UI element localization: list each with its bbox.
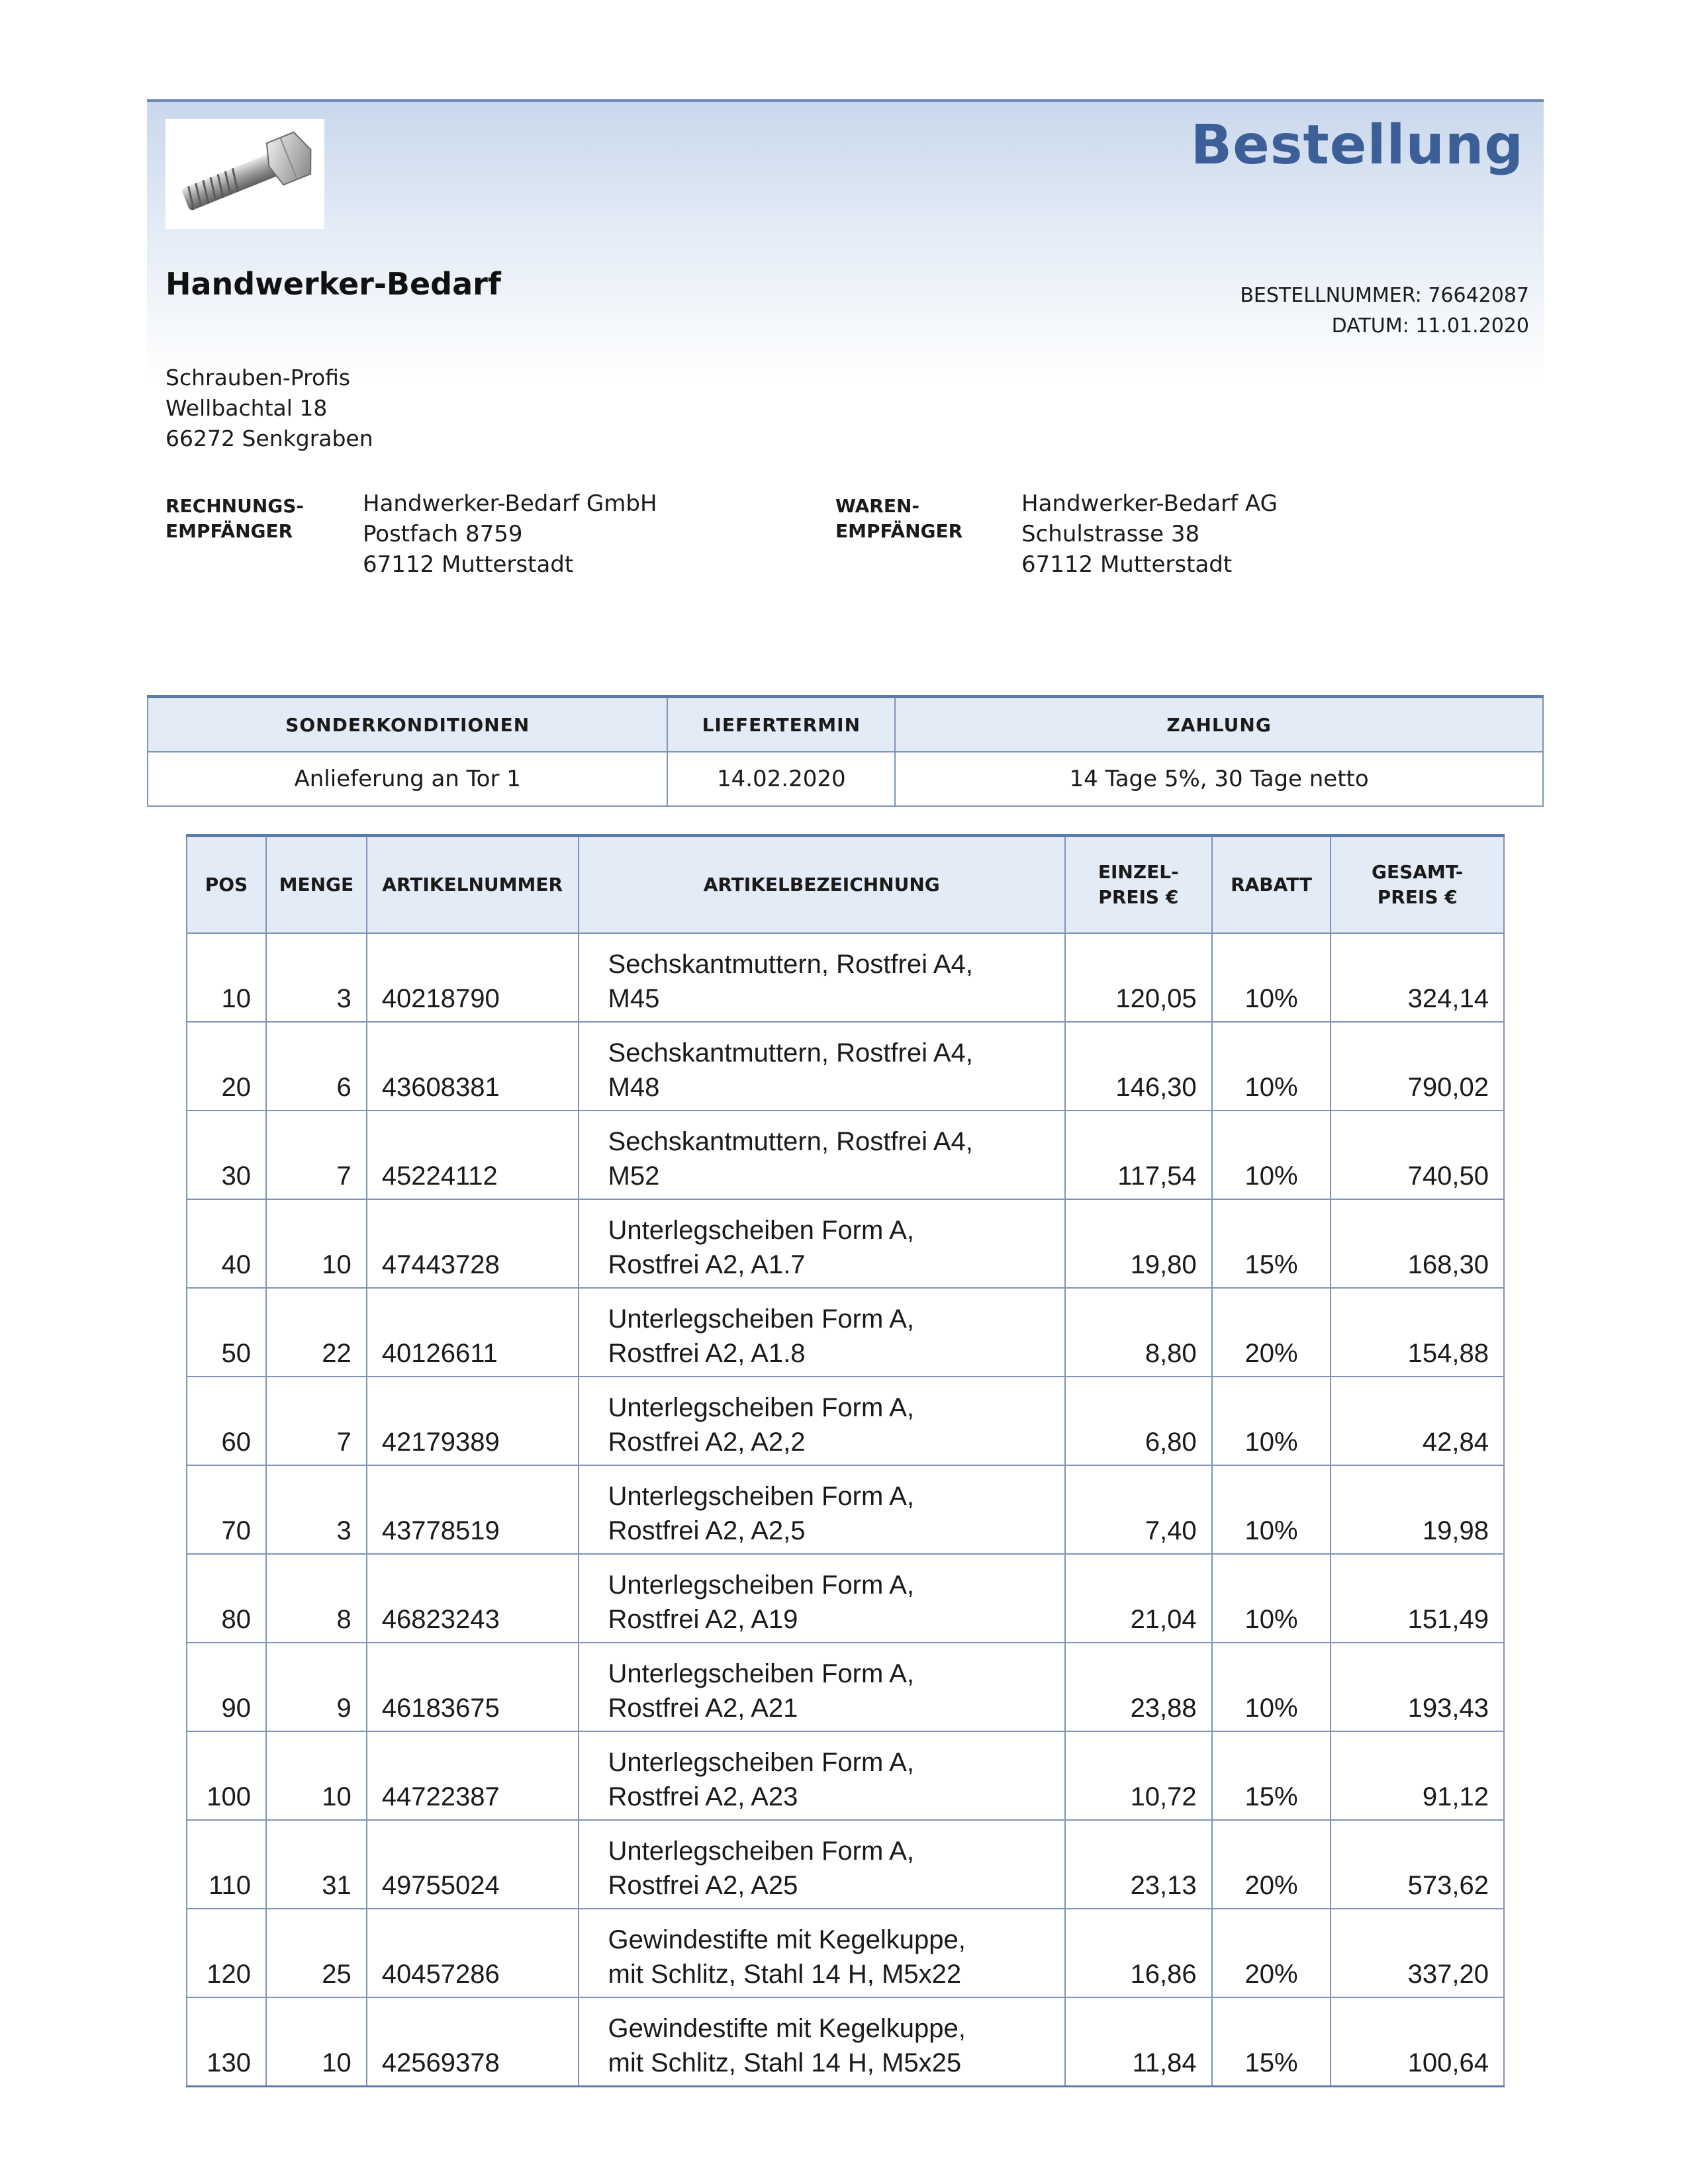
cell-pos: 100 (187, 1731, 266, 1820)
conditions-header: ZAHLUNG (895, 697, 1543, 752)
cell-artikelbezeichnung (579, 1643, 1065, 1731)
cell-pos: 80 (187, 1554, 266, 1643)
table-row (187, 1909, 1504, 1997)
description-line: Gewindestifte mit Kegelkuppe, (608, 1925, 966, 1954)
sender-line: Schrauben-Profis (165, 365, 351, 390)
billing-label-line: RECHNUNGS- (165, 495, 305, 517)
description-line: Rostfrei A2, A2,2 (608, 1428, 806, 1457)
description-line: Rostfrei A2, A1.8 (608, 1339, 806, 1368)
bolt-icon (165, 119, 324, 229)
description-line: Unterlegscheiben Form A, (608, 1482, 914, 1511)
cell-einzelpreis: 10,72 (1065, 1731, 1212, 1820)
description-line: mit Schlitz, Stahl 14 H, M5x25 (608, 2048, 962, 2077)
cell-menge: 10 (266, 1199, 367, 1288)
cell-gesamtpreis: 168,30 (1331, 1199, 1504, 1288)
cell-gesamtpreis: 740,50 (1331, 1111, 1504, 1199)
description-line: Sechskantmuttern, Rostfrei A4, (608, 1127, 973, 1156)
sender-line: 66272 Senkgraben (165, 426, 373, 451)
billing-label-line: EMPFÄNGER (165, 520, 293, 542)
cell-artikelbezeichnung (579, 1997, 1065, 2087)
description-line: Unterlegscheiben Form A, (608, 1748, 914, 1777)
description-line: Unterlegscheiben Form A, (608, 1570, 914, 1600)
document-title: Bestellung (1190, 114, 1524, 177)
table-row (187, 1554, 1504, 1643)
shipping-line: Schulstrasse 38 (1021, 521, 1200, 547)
cell-gesamtpreis: 790,02 (1331, 1022, 1504, 1111)
description-line: Gewindestifte mit Kegelkuppe, (608, 2014, 966, 2043)
table-row (187, 1820, 1504, 1909)
cell-einzelpreis: 6,80 (1065, 1377, 1212, 1465)
description-line: M48 (608, 1073, 660, 1102)
company-name: Handwerker-Bedarf (165, 266, 501, 302)
cell-artikelbezeichnung (579, 1111, 1065, 1199)
cell-menge: 10 (266, 1731, 367, 1820)
cell-menge: 9 (266, 1643, 367, 1731)
cell-rabatt: 10% (1212, 1643, 1331, 1731)
conditions-header-row (148, 697, 1543, 752)
cell-artikelbezeichnung (579, 1820, 1065, 1909)
cell-artikelnummer: 42179389 (367, 1377, 579, 1465)
cell-rabatt: 20% (1212, 1909, 1331, 1997)
cell-gesamtpreis: 19,98 (1331, 1465, 1504, 1554)
description-line: Unterlegscheiben Form A, (608, 1216, 914, 1245)
shipping-line: 67112 Mutterstadt (1021, 551, 1233, 578)
items-header-row (187, 836, 1504, 934)
cell-rabatt: 15% (1212, 1731, 1331, 1820)
cell-pos: 110 (187, 1820, 266, 1909)
shipping-address (1021, 488, 1278, 580)
header-artikelnummer: ARTIKELNUMMER (367, 836, 579, 934)
cell-einzelpreis: 21,04 (1065, 1554, 1212, 1643)
description-line: Rostfrei A2, A2,5 (608, 1516, 806, 1545)
cell-artikelnummer: 40126611 (367, 1288, 579, 1377)
cell-menge: 25 (266, 1909, 367, 1997)
header-pos: POS (187, 836, 266, 934)
cell-artikelnummer: 44722387 (367, 1731, 579, 1820)
cell-pos: 30 (187, 1111, 266, 1199)
cell-gesamtpreis: 42,84 (1331, 1377, 1504, 1465)
billing-line: Handwerker-Bedarf GmbH (363, 490, 657, 517)
cell-artikelnummer: 47443728 (367, 1199, 579, 1288)
cell-artikelnummer: 40218790 (367, 933, 579, 1022)
conditions-header: LIEFERTERMIN (667, 697, 895, 752)
cell-rabatt: 15% (1212, 1199, 1331, 1288)
cell-einzelpreis: 7,40 (1065, 1465, 1212, 1554)
cell-pos: 50 (187, 1288, 266, 1377)
shipping-line: Handwerker-Bedarf AG (1021, 490, 1278, 517)
items-body (187, 933, 1504, 2087)
cell-artikelbezeichnung (579, 1465, 1065, 1554)
header-line: GESAMT- (1371, 861, 1464, 883)
cell-rabatt: 20% (1212, 1820, 1331, 1909)
order-meta (1240, 281, 1529, 341)
cell-rabatt: 20% (1212, 1288, 1331, 1377)
cell-menge: 7 (266, 1377, 367, 1465)
cell-einzelpreis: 8,80 (1065, 1288, 1212, 1377)
cell-einzelpreis: 120,05 (1065, 933, 1212, 1022)
cell-rabatt: 10% (1212, 1377, 1331, 1465)
cell-menge: 8 (266, 1554, 367, 1643)
billing-line: Postfach 8759 (363, 521, 523, 547)
cell-einzelpreis: 23,88 (1065, 1643, 1212, 1731)
description-line: Rostfrei A2, A21 (608, 1694, 798, 1723)
conditions-value: Anlieferung an Tor 1 (148, 752, 667, 806)
cell-rabatt: 10% (1212, 1554, 1331, 1643)
cell-rabatt: 10% (1212, 1111, 1331, 1199)
cell-rabatt: 10% (1212, 1022, 1331, 1111)
table-row (187, 1199, 1504, 1288)
cell-artikelnummer: 43778519 (367, 1465, 579, 1554)
table-row (187, 1288, 1504, 1377)
cell-einzelpreis: 146,30 (1065, 1022, 1212, 1111)
description-line: mit Schlitz, Stahl 14 H, M5x22 (608, 1960, 962, 1989)
cell-artikelbezeichnung (579, 1554, 1065, 1643)
items-table (186, 834, 1505, 2087)
cell-pos: 120 (187, 1909, 266, 1997)
description-line: Sechskantmuttern, Rostfrei A4, (608, 950, 973, 979)
shipping-label-line: EMPFÄNGER (835, 520, 963, 542)
description-line: Rostfrei A2, A1.7 (608, 1250, 806, 1279)
cell-artikelnummer: 46183675 (367, 1643, 579, 1731)
description-line: Rostfrei A2, A19 (608, 1605, 798, 1634)
cell-einzelpreis: 11,84 (1065, 1997, 1212, 2087)
cell-einzelpreis: 117,54 (1065, 1111, 1212, 1199)
table-row (187, 1022, 1504, 1111)
cell-artikelbezeichnung (579, 1377, 1065, 1465)
cell-menge: 3 (266, 933, 367, 1022)
cell-gesamtpreis: 100,64 (1331, 1997, 1504, 2087)
cell-einzelpreis: 16,86 (1065, 1909, 1212, 1997)
order-date: DATUM: 11.01.2020 (1331, 314, 1529, 338)
cell-artikelbezeichnung (579, 1022, 1065, 1111)
description-line: Rostfrei A2, A23 (608, 1782, 798, 1811)
cell-gesamtpreis: 324,14 (1331, 933, 1504, 1022)
cell-menge: 10 (266, 1997, 367, 2087)
cell-gesamtpreis: 573,62 (1331, 1820, 1504, 1909)
header-rabatt: RABATT (1212, 836, 1331, 934)
cell-pos: 60 (187, 1377, 266, 1465)
table-row (187, 1111, 1504, 1199)
cell-pos: 20 (187, 1022, 266, 1111)
conditions-header: SONDERKONDITIONEN (148, 697, 667, 752)
cell-rabatt: 10% (1212, 933, 1331, 1022)
header-einzelpreis (1065, 836, 1212, 934)
table-row (187, 1731, 1504, 1820)
cell-pos: 10 (187, 933, 266, 1022)
description-line: Sechskantmuttern, Rostfrei A4, (608, 1038, 973, 1068)
cell-pos: 70 (187, 1465, 266, 1554)
cell-artikelnummer: 40457286 (367, 1909, 579, 1997)
cell-pos: 40 (187, 1199, 266, 1288)
cell-gesamtpreis: 193,43 (1331, 1643, 1504, 1731)
header-line: PREIS € (1377, 886, 1458, 908)
sender-address (165, 363, 373, 454)
cell-menge: 7 (266, 1111, 367, 1199)
cell-gesamtpreis: 151,49 (1331, 1554, 1504, 1643)
header-menge: MENGE (266, 836, 367, 934)
description-line: M52 (608, 1161, 660, 1191)
cell-gesamtpreis: 154,88 (1331, 1288, 1504, 1377)
description-line: Unterlegscheiben Form A, (608, 1393, 914, 1422)
order-number: BESTELLNUMMER: 76642087 (1240, 284, 1529, 307)
cell-einzelpreis: 19,80 (1065, 1199, 1212, 1288)
cell-pos: 90 (187, 1643, 266, 1731)
header-line: EINZEL- (1098, 861, 1179, 883)
table-row (187, 1997, 1504, 2087)
table-row (187, 1643, 1504, 1731)
cell-menge: 31 (266, 1820, 367, 1909)
cell-artikelbezeichnung (579, 1731, 1065, 1820)
cell-pos: 130 (187, 1997, 266, 2087)
cell-artikelbezeichnung (579, 1288, 1065, 1377)
conditions-value: 14 Tage 5%, 30 Tage netto (895, 752, 1543, 806)
table-row (187, 933, 1504, 1022)
cell-menge: 6 (266, 1022, 367, 1111)
conditions-table (147, 695, 1544, 807)
header-line: PREIS € (1098, 886, 1179, 908)
cell-einzelpreis: 23,13 (1065, 1820, 1212, 1909)
cell-artikelbezeichnung (579, 1909, 1065, 1997)
cell-menge: 22 (266, 1288, 367, 1377)
cell-rabatt: 10% (1212, 1465, 1331, 1554)
cell-artikelnummer: 45224112 (367, 1111, 579, 1199)
conditions-value: 14.02.2020 (667, 752, 895, 806)
description-line: Unterlegscheiben Form A, (608, 1837, 914, 1866)
billing-label (165, 494, 304, 544)
cell-menge: 3 (266, 1465, 367, 1554)
conditions-value-row (148, 752, 1543, 806)
cell-artikelbezeichnung (579, 933, 1065, 1022)
header-artikelbezeichnung: ARTIKELBEZEICHNUNG (579, 836, 1065, 934)
cell-artikelnummer: 46823243 (367, 1554, 579, 1643)
cell-gesamtpreis: 91,12 (1331, 1731, 1504, 1820)
table-row (187, 1377, 1504, 1465)
cell-rabatt: 15% (1212, 1997, 1331, 2087)
logo (165, 119, 324, 229)
cell-artikelnummer: 49755024 (367, 1820, 579, 1909)
shipping-label (835, 494, 962, 544)
shipping-label-line: WAREN- (835, 495, 920, 517)
description-line: Unterlegscheiben Form A, (608, 1304, 914, 1334)
cell-artikelnummer: 43608381 (367, 1022, 579, 1111)
cell-gesamtpreis: 337,20 (1331, 1909, 1504, 1997)
sender-line: Wellbachtal 18 (165, 395, 328, 421)
description-line: Unterlegscheiben Form A, (608, 1659, 914, 1688)
header-gesamtpreis (1331, 836, 1504, 934)
billing-line: 67112 Mutterstadt (363, 551, 574, 578)
description-line: Rostfrei A2, A25 (608, 1871, 798, 1900)
billing-address (363, 488, 657, 580)
table-row (187, 1465, 1504, 1554)
cell-artikelbezeichnung (579, 1199, 1065, 1288)
cell-artikelnummer: 42569378 (367, 1997, 579, 2087)
description-line: M45 (608, 984, 660, 1013)
